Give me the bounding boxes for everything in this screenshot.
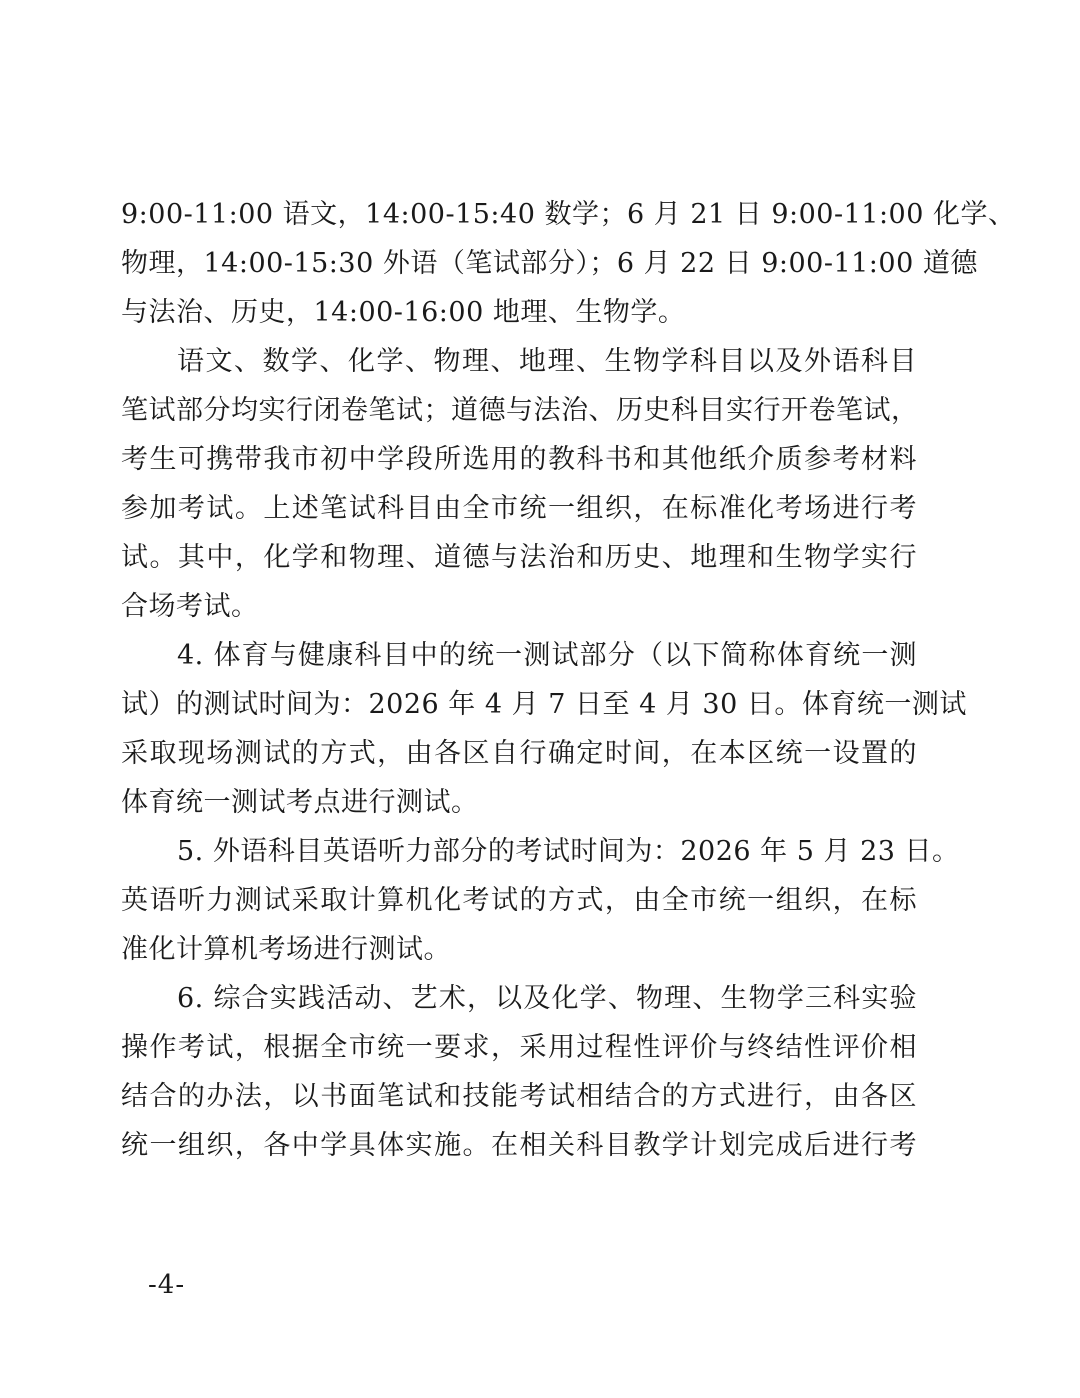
text-line: 结合的办法，以书面笔试和技能考试相结合的方式进行，由各区 (121, 1081, 917, 1112)
text-line: 与法治、历史，14:00-16:00 地理、生物学。 (121, 297, 686, 328)
text-line: 准化计算机考场进行测试。 (121, 934, 451, 965)
paragraph-first-line: 4. 体育与健康科目中的统一测试部分（以下简称体育统一测 (177, 640, 917, 671)
text-line: 体育统一测试考点进行测试。 (121, 787, 479, 818)
text-line: 物理，14:00-15:30 外语（笔试部分）；6 月 22 日 9:00-11:00 道德 (121, 248, 978, 279)
text-line: 9:00-11:00 语文，14:00-15:40 数学；6 月 21 日 9:00-11:00 化学、 (121, 199, 1016, 230)
text-line: 考生可携带我市初中学段所选用的教科书和其他纸介质参考材料 (121, 444, 917, 475)
paragraph-first-line: 5. 外语科目英语听力部分的考试时间为：2026 年 5 月 23 日。 (177, 836, 960, 867)
paragraph-first-line: 语文、数学、化学、物理、地理、生物学科目以及外语科目 (177, 346, 917, 377)
text-line: 采取现场测试的方式，由各区自行确定时间，在本区统一设置的 (121, 738, 917, 769)
text-line: 统一组织，各中学具体实施。在相关科目教学计划完成后进行考 (121, 1130, 917, 1161)
body-text (121, 190, 1016, 1170)
text-line: 英语听力测试采取计算机化考试的方式，由全市统一组织，在标 (121, 885, 917, 916)
text-line: 试。其中，化学和物理、道德与法治和历史、地理和生物学实行 (121, 542, 917, 573)
paragraph-first-line: 6. 综合实践活动、艺术，以及化学、物理、生物学三科实验 (177, 983, 917, 1014)
page-number: -4- (148, 1270, 186, 1300)
text-line: 笔试部分均实行闭卷笔试；道德与法治、历史科目实行开卷笔试， (121, 395, 919, 426)
text-line: 参加考试。上述笔试科目由全市统一组织，在标准化考场进行考 (121, 493, 917, 524)
text-line: 试）的测试时间为：2026 年 4 月 7 日至 4 月 30 日。体育统一测试 (121, 689, 967, 720)
text-line: 操作考试，根据全市统一要求，采用过程性评价与终结性评价相 (121, 1032, 917, 1063)
text-line: 合场考试。 (121, 591, 259, 622)
